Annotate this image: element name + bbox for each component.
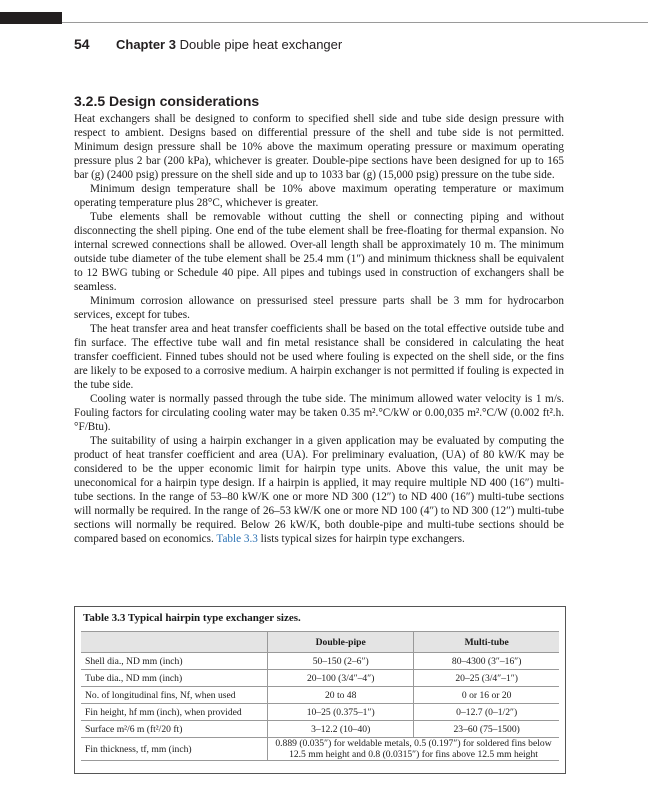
table-header xyxy=(81,632,268,653)
table-cell: No. of longitudinal fins, Nf, when used xyxy=(81,687,268,704)
table-cell: 0.889 (0.035″) for weldable metals, 0.5 (0.197″) for soldered fins below 12.5 mm height and 0.8 (0.0315″) for fins above 12.5 mm height xyxy=(268,738,560,761)
table-cell: 0 or 16 or 20 xyxy=(414,687,559,704)
table-cell: 80–4300 (3″–16″) xyxy=(414,653,559,670)
table-cell: Fin thickness, tf, mm (inch) xyxy=(81,738,268,761)
paragraph: Minimum corrosion allowance on pressurised steel pressure parts shall be 3 mm for hydrocarbon services, except for tubes. xyxy=(74,295,564,321)
header-rule xyxy=(62,22,648,23)
table-cell: 0–12.7 (0–1/2″) xyxy=(414,704,559,721)
paragraph xyxy=(74,434,564,546)
paragraph-tail: lists typical sizes for hairpin type exchangers. xyxy=(257,533,465,545)
sizes-table xyxy=(81,631,559,761)
table-row xyxy=(81,738,559,761)
table-row xyxy=(81,653,559,670)
body-text xyxy=(74,112,564,546)
chapter-title: Double pipe heat exchanger xyxy=(179,37,343,52)
table-cell: 3–12.2 (10–40) xyxy=(268,721,414,738)
table-cell: 20 to 48 xyxy=(268,687,414,704)
table-cell: 50–150 (2–6″) xyxy=(268,653,414,670)
table-header-row xyxy=(81,632,559,653)
header-bar xyxy=(0,12,62,24)
paragraph: Cooling water is normally passed through the tube side. The minimum allowed water velocity is 1 m/s. Fouling factors for circulating cooling water may be taken 0.35 m².°C/kW or 0.00,035 m².°C/W (0.002 ft².h.°F/Btu). xyxy=(74,393,564,433)
table-cell: 10–25 (0.375–1″) xyxy=(268,704,414,721)
paragraph: The heat transfer area and heat transfer coefficients shall be based on the total effective outside tube and fin surface. The effective tube wall and fin metal resistance shall be considered in calculating the heat transfer coefficient. Finned tubes should not be used where fouling is expected on the shell side, or the fins are likely to be exposed to a corrosive medium. A hairpin exchanger is not permitted if fouling is expected in the tube side. xyxy=(74,323,564,391)
table-cell: Tube dia., ND mm (inch) xyxy=(81,670,268,687)
table-cell: Surface m²/6 m (ft²/20 ft) xyxy=(81,721,268,738)
chapter-label: Chapter 3 xyxy=(116,37,176,52)
table-cell: 23–60 (75–1500) xyxy=(414,721,559,738)
table-cell: Fin height, hf mm (inch), when provided xyxy=(81,704,268,721)
paragraph: Tube elements shall be removable without cutting the shell or connecting piping and without disconnecting the shell piping. One end of the tube element shall be free-floating for thermal expansion. No internal screwed connections shall be allowed. Over-all length shall be approximately 10 m. The minimum outside tube diameter of the tube element shall be 25.4 mm (1″) and minimum thickness shall be equivalent to 12 BWG tubing or Schedule 40 pipe. All pipes and tubings used in construction of exchangers shall be seamless. xyxy=(74,211,564,293)
page-number: 54 xyxy=(74,36,90,52)
table-header: Multi-tube xyxy=(414,632,559,653)
table-cell: 20–25 (3/4″–1″) xyxy=(414,670,559,687)
table-row xyxy=(81,721,559,738)
table-row xyxy=(81,687,559,704)
table-row xyxy=(81,704,559,721)
section-title: 3.2.5 Design considerations xyxy=(74,93,260,109)
table-cell: 20–100 (3/4″–4″) xyxy=(268,670,414,687)
paragraph: Minimum design temperature shall be 10% above maximum operating temperature or maximum operating temperature plus 28°C, whichever is greater. xyxy=(74,183,564,209)
table-3-3 xyxy=(74,606,566,774)
table-cell: Shell dia., ND mm (inch) xyxy=(81,653,268,670)
paragraph: Heat exchangers shall be designed to conform to specified shell side and tube side design pressure with respect to ambient. Designs based on differential pressure of the shell and tube side is not permitted. Minimum design pressure shall be 10% above the maximum operating pressure or maximum operating pressure plus 2 bar (200 kPa), whichever is greater. Double-pipe sections have been designed for up to 165 bar (g) (2400 psig) pressure on the shell side and up to 1033 bar (g) (15,000 psig) pressure on the tube side. xyxy=(74,113,564,181)
running-header xyxy=(116,37,342,52)
table-title: Table 3.3 Typical hairpin type exchanger sizes. xyxy=(83,612,301,624)
paragraph-text: The suitability of using a hairpin exchanger in a given application may be evaluated by computing the product of heat transfer coefficient and area (UA). For preliminary evaluation, (UA) of 80 kW/K may be considered to be the upper economic limit for hairpin type units. Above this value, the unit may be uneconomical for a hairpin type design. If a hairpin is applied, it may require multiple ND 400 (16″) multi-tube sections. In the range of 53–80 kW/K one or more ND 300 (12″) to ND 400 (16″) multi-tube sections will normally be required. In the range of 26–53 kW/K one or more ND 100 (4″) to ND 300 (12″) multi-tube sections will normally be required. Below 26 kW/K, both double-pipe and multi-tube sections should be compared based on economics. xyxy=(74,435,564,545)
table-link[interactable]: Table 3.3 xyxy=(216,533,258,545)
table-row xyxy=(81,670,559,687)
table-header: Double-pipe xyxy=(268,632,414,653)
